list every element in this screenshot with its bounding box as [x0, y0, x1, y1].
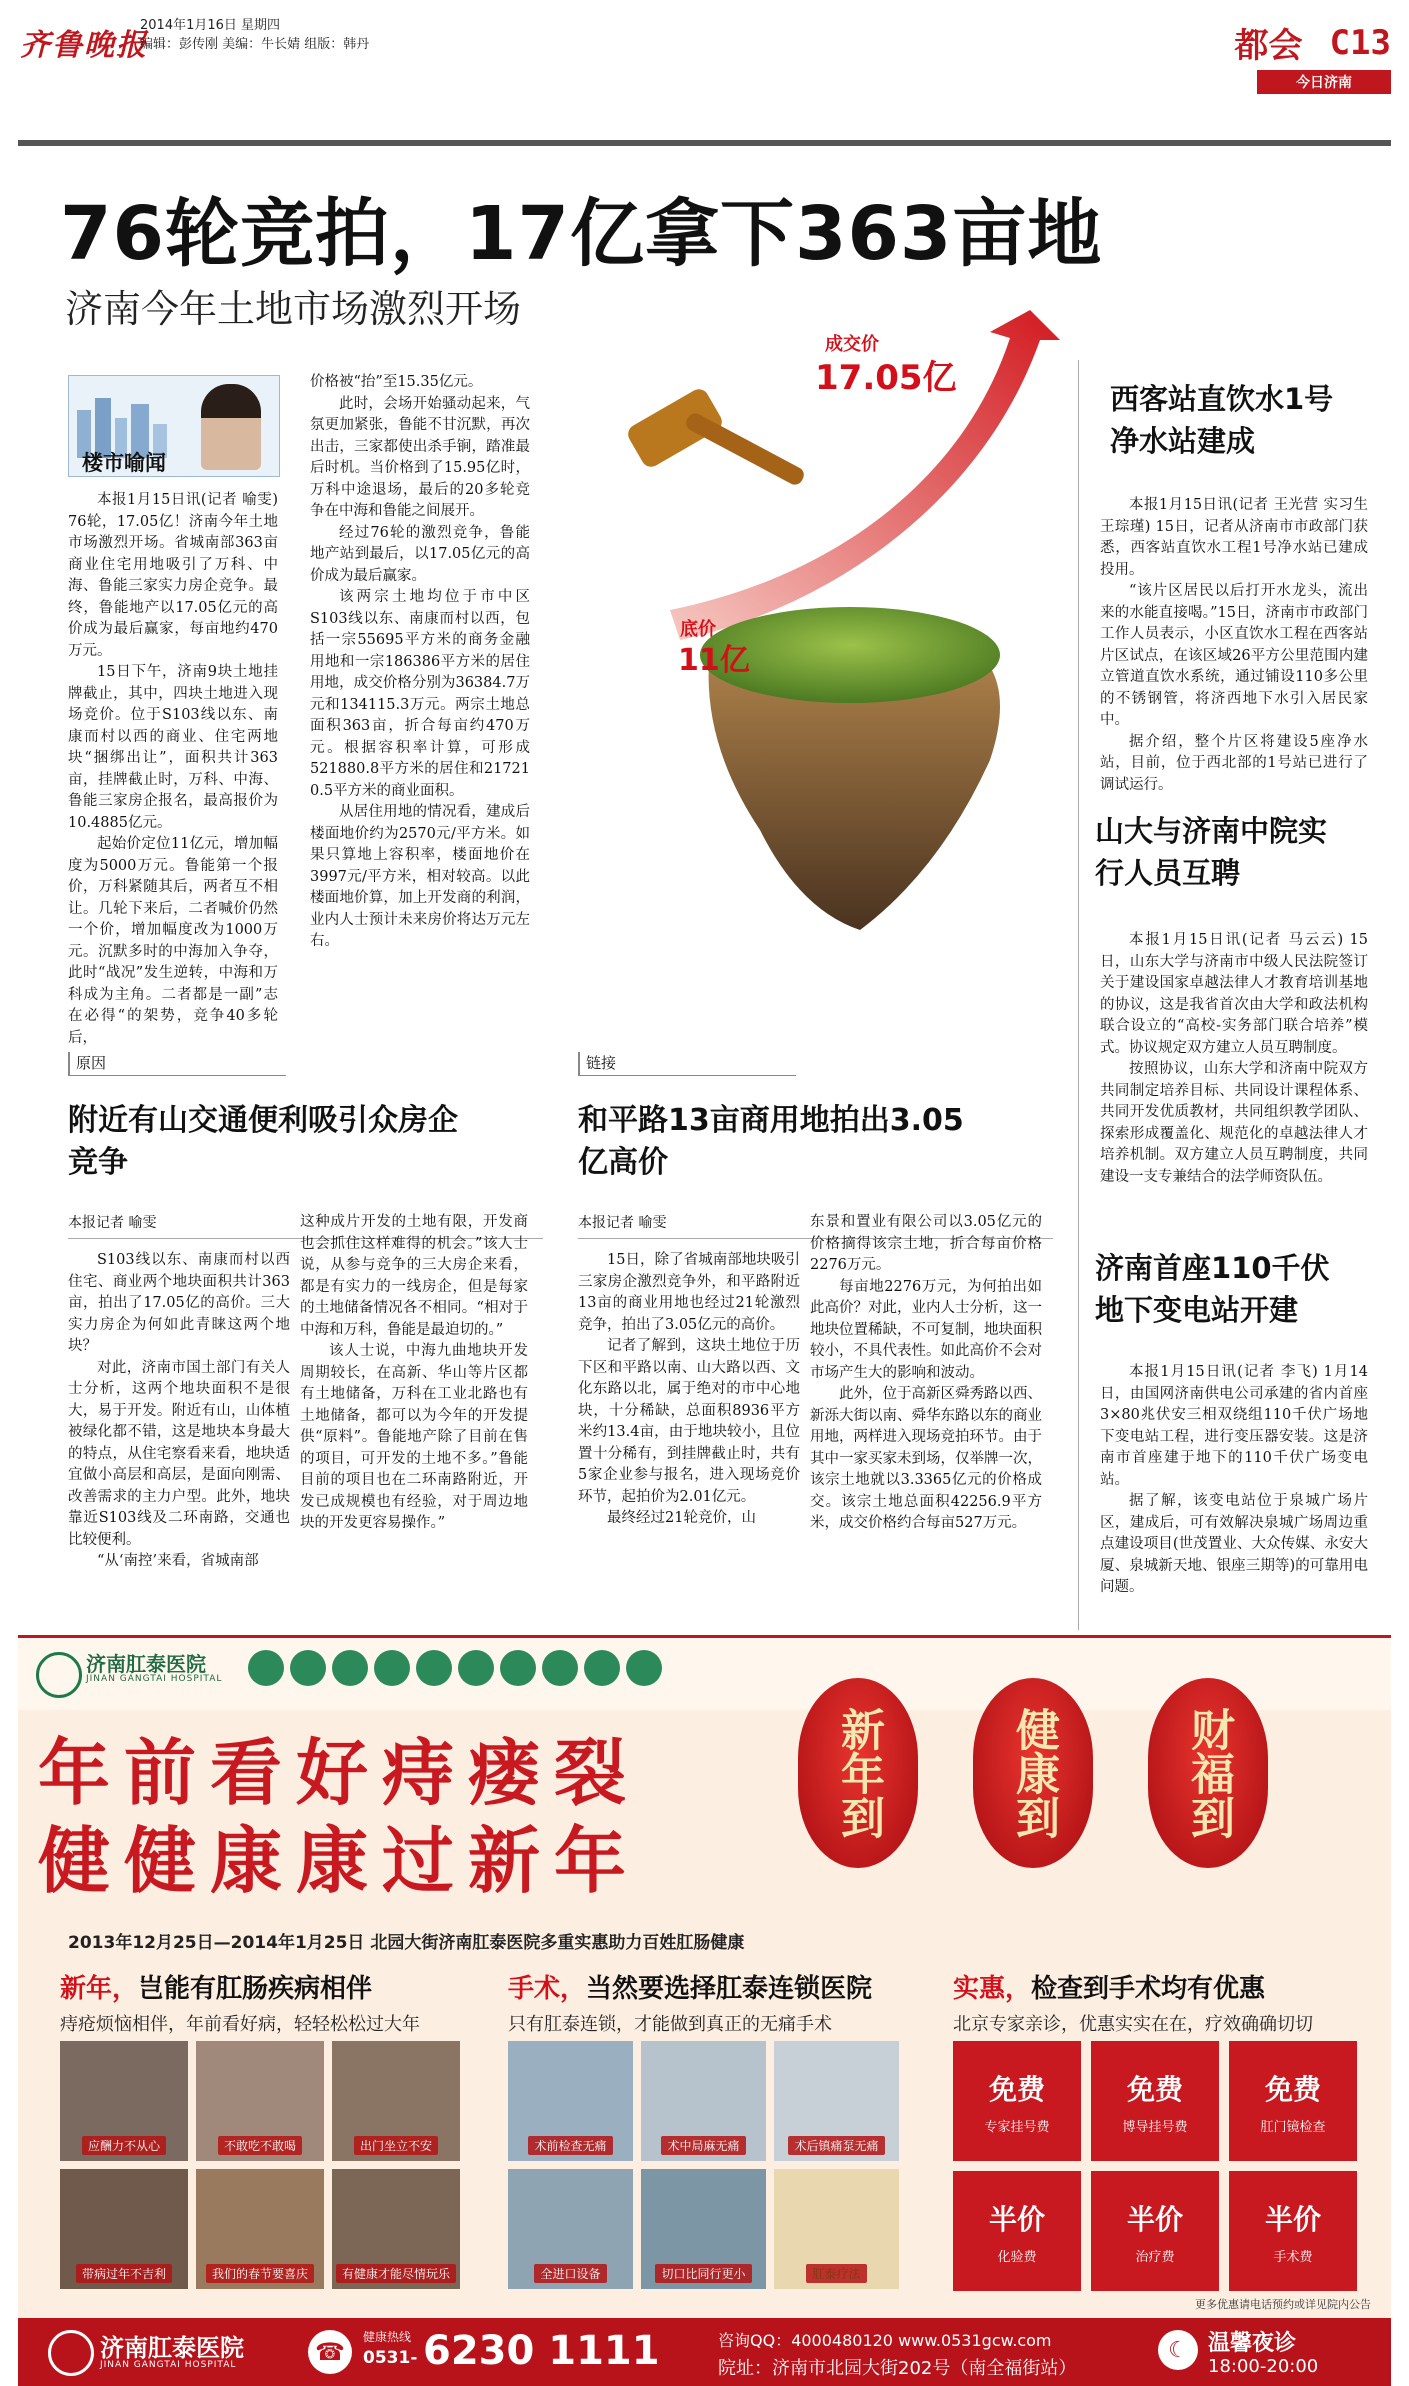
- hotline-number[interactable]: 6230 1111: [423, 2328, 660, 2374]
- hospital-name-en: JINAN GANGTAI HOSPITAL: [86, 1674, 223, 1684]
- newspaper-logo: 齐鲁晚报: [20, 28, 148, 63]
- reason-byline: 本报记者 喻雯: [68, 1215, 157, 1231]
- hospital-name: 济南肛泰医院: [86, 1652, 206, 1676]
- ad-photo: 出门坐立不安: [332, 2041, 460, 2161]
- side-b-title: 山大与济南中院实行人员互聘: [1095, 814, 1328, 890]
- department-icon: [332, 1650, 368, 1686]
- discount-card: 免费 博导挂号费: [1091, 2041, 1219, 2161]
- paragraph: “从‘南控’来看，省城南部: [97, 1553, 259, 1569]
- reason-col-1: [68, 1250, 290, 1573]
- ad-section-1-text: 岂能有肛肠疾病相伴: [138, 1974, 373, 2004]
- ad-section-3-title: [953, 1968, 1265, 2005]
- ad-photo: 全进口设备: [508, 2169, 633, 2289]
- ad-section-1-photos: [60, 2041, 460, 2289]
- paragraph: 这种成片开发的土地有限，开发商也会抓住这样难得的机会。”该人士说，从参与竞争的三大房企来看，都是有实力的一线房企，但是每家的土地储备情况各不相同。“相对于中海和万科，鲁能是最迫切的。”: [300, 1214, 528, 1338]
- ad-section-1-keyword: 新年，: [60, 1974, 139, 2004]
- link-byline: 本报记者 喻雯: [578, 1215, 667, 1231]
- ad-footer: [18, 2318, 1391, 2386]
- paragraph: 本报1月15日讯(记者 王光营 实习生 王琮瑾) 15日，记者从济南市市政部门获悉，西客站直饮水工程1号净水站已建成投用。: [1100, 497, 1368, 578]
- ad-section-2-text: 当然要选择肛泰连锁医院: [586, 1974, 873, 2004]
- paragraph: 此外，位于高新区舜秀路以西、新泺大街以南、舜华东路以东的商业用地，两样进入现场竞拍环节。由于其中一家买家未到场，仅举牌一次，该宗土地就以3.3365亿元的价格成交。该宗土地总面积42256.9平方米，成交价格约合每亩527万元。: [810, 1386, 1042, 1531]
- department-icon: [542, 1650, 578, 1686]
- ad-slogan-1: 年前看好痔瘘裂: [38, 1730, 641, 1815]
- discount-card: 免费 肛门镜检查: [1229, 2041, 1357, 2161]
- hotline-area: 0531-: [363, 2348, 418, 2368]
- discount-card: 免费 专家挂号费: [953, 2041, 1081, 2161]
- paragraph: 价格被“抬”至15.35亿元。: [310, 374, 483, 390]
- paragraph: 对此，济南市国土部门有关人士分析，这两个地块面积不是很大，易于开发。附近有山，山体植被绿化都不错，这是地块本身最大的特点，从住宅察看来看，地块适宜做小高层和高层，是面向刚需、改善需求的主力户型。此外，地块靠近S103线及二环南路，交通也比较便利。: [68, 1359, 290, 1548]
- department-icon: [248, 1650, 284, 1686]
- link-tag: 链接: [578, 1052, 796, 1076]
- link-col-2: [810, 1212, 1042, 1535]
- lantern-1: [798, 1678, 918, 1868]
- side-c-title: 济南首座110千伏地下变电站开建: [1095, 1251, 1330, 1327]
- paragraph: 从居住用地的情况看，建成后楼面地价约为2570元/平方米。如果只算地上容积率，楼面地价在3997元/平方米，相对较高。以此楼面地价算，加上开发商的利润，业内人士预计未来房价将达万元左右。: [310, 804, 530, 949]
- lantern-3: [1148, 1678, 1268, 1868]
- ad-section-3-sub: 北京专家亲诊，优惠实实在在，疗效确确切切: [953, 2014, 1313, 2035]
- paragraph: 15日，除了省城南部地块吸引三家房企激烈竞争外，和平路附近13亩的商业用地也经过21轮激烈竞争，拍出了3.05亿元的高价。: [578, 1252, 800, 1333]
- deal-price-label: 成交价: [825, 334, 879, 355]
- contact-qq-web[interactable]: 咨询QQ：4000480120 www.0531gcw.com: [718, 2331, 1052, 2350]
- hotline-label: 健康热线: [363, 2330, 412, 2344]
- issue-date: 2014年1月16日 星期四: [140, 18, 281, 33]
- moon-icon: ☾: [1158, 2330, 1198, 2370]
- side-a-title: 西客站直饮水1号净水站建成: [1110, 382, 1334, 458]
- department-icon: [500, 1650, 536, 1686]
- department-icons: [248, 1650, 748, 1692]
- paragraph: S103线以东、南康而村以西住宅、商业两个地块面积共计363亩，拍出了17.05亿的高价。三大实力房企为何如此青睐这两个地块？: [68, 1252, 290, 1354]
- masthead-info: [140, 16, 369, 54]
- ad-photo: 术中局麻无痛: [641, 2041, 766, 2161]
- rounds-label: 76轮: [933, 515, 977, 563]
- department-icon: [416, 1650, 452, 1686]
- lead-col-1: [68, 490, 278, 1049]
- footer-hospital-name: 济南肛泰医院: [100, 2333, 244, 2362]
- paragraph: 本报1月15日讯(记者 李飞) 1月14日，由国网济南供电公司承建的省内首座3×80兆伏安三相双绕组110千伏广场地下变电站工程，进行变压器安装。这是济南市首座建于地下的110千伏广场变电站。: [1100, 1364, 1368, 1488]
- paragraph: 东景和置业有限公司以3.05亿元的价格摘得该宗土地，折合每亩价格2276万元。: [810, 1214, 1042, 1273]
- paragraph: 15日下午，济南9块土地挂牌截止，其中，四块土地进入现场竞价。位于S103线以东、南康而村以西的商业、住宅两地块“捆绑出让”，面积共计363亩，挂牌截止时，万科、中海、鲁能三家房企报名，最高报价为10.4885亿元。: [68, 664, 278, 831]
- ad-section-2-title: [508, 1968, 872, 2005]
- side-b-body: [1100, 930, 1368, 1188]
- paragraph: “该片区居民以后打开水龙头，流出来的水能直接喝。”15日，济南市市政部门工作人员表示，小区直饮水工程在西客站片区试点，在该区域26平方公里范围内建立管道直饮水系统，通过铺设110多公里的不锈钢管，将济西地下水引入居民家中。: [1100, 583, 1368, 728]
- ad-photo: 术前检查无痛: [508, 2041, 633, 2161]
- section-header: [1234, 18, 1391, 94]
- column-name: 楼市喻闻: [82, 451, 166, 475]
- ad-section-2-photos: [508, 2041, 908, 2289]
- lantern-text: 财福到: [1183, 1707, 1234, 1839]
- paragraph: 据介绍，整个片区将建设5座净水站，目前，位于西北部的1号站已进行了调试运行。: [1100, 733, 1368, 793]
- columnist-avatar: [201, 384, 261, 470]
- page-number: C13: [1329, 22, 1391, 63]
- reason-title: 附近有山交通便利吸引众房企竞争: [68, 1103, 458, 1180]
- link-col-1: [578, 1250, 800, 1530]
- paragraph: 每亩地2276万元，为何拍出如此高价？对此，业内人士分析，这一地块位置稀缺，不可复制，地块面积较小，不具代表性。如此高价不会对市场产生大的影响和波动。: [810, 1278, 1042, 1381]
- department-icon: [626, 1650, 662, 1686]
- ad-section-1-title: [60, 1968, 372, 2005]
- paragraph: 该两宗土地均位于市中区S103线以东、南康而村以西，包括一宗55695平方米的商务金融用地和一宗186386平方米的居住用地，成交价格分别为36384.7万元和134115.3万元。两宗土地总面积363亩，折合每亩约470万元。根据容积率计算，可形成521880.8平方米的居住和21721 0.5平方米的商业面积。: [310, 589, 530, 799]
- paragraph: 起始价定位11亿元，增加幅度为5000万元。鲁能第一个报价，万科紧随其后，两者互不相让。几轮下来后，二者喊价仍然一个价，增加幅度改为1000万元。沉默多时的中海加入争夺，此时“战况”发生逆转，中海和万科成为主角。二者都是一副”志在必得“的架势，竞争40多轮后，: [68, 836, 278, 1046]
- lantern-text: 新年到: [833, 1707, 884, 1839]
- paragraph: 本报1月15日讯(记者 喻雯) 76轮，17.05亿！济南今年土地市场激烈开场。省城南部363亩商业住宅用地吸引了万科、中海、鲁能三家实力房企竞争。最终，鲁能地产以17.05亿元的高价成为最后赢家，每亩地约470万元。: [68, 492, 278, 659]
- paragraph: 按照协议，山东大学和济南中院双方共同制定培养目标、共同设计课程体系、共同开发优质教材，共同组织教学团队、探索形成覆盖化、规范化的卓越法律人才培养机制。双方建立人员互聘制度，共同建设一支专兼结合的法学师资队伍。: [1100, 1061, 1368, 1185]
- discount-card: 半价 化验费: [953, 2171, 1081, 2291]
- paragraph: 本报1月15日讯(记者 马云云) 15日，山东大学与济南市中级人民法院签订关于建设国家卓越法律人才教育培训基地的协议，这是我省首次由大学和政法机构联合设立的“高校-实务部门联合培养”模式。协议规定双方建立人员互聘制度。: [1100, 932, 1368, 1056]
- promo-date-line: 2013年12月25日—2014年1月25日 北园大街济南肛泰医院多重实惠助力百姓肛肠健康: [68, 1933, 745, 1953]
- department-icon: [458, 1650, 494, 1686]
- ad-photo: 切口比同行更小: [641, 2169, 766, 2289]
- hospital-advertisement: [18, 1635, 1391, 2386]
- base-price-label: 底价: [680, 619, 716, 640]
- ad-photo: 我们的春节要喜庆: [196, 2169, 324, 2289]
- ad-photo: 术后镇痛泵无痛: [774, 2041, 899, 2161]
- link-title: 和平路13亩商用地拍出3.05亿高价: [578, 1103, 964, 1180]
- reason-col-2: [300, 1212, 528, 1535]
- phone-icon: ☎: [308, 2330, 352, 2374]
- sub-section-tag: 今日济南: [1257, 70, 1391, 94]
- ad-section-3-cards: [953, 2041, 1373, 2291]
- header-rule: [18, 140, 1391, 146]
- ad-slogan-2: 健健康康过新年: [38, 1818, 641, 1903]
- night-clinic-label: 温馨夜诊: [1208, 2331, 1297, 2356]
- section-name: 都会: [1234, 26, 1303, 66]
- auction-graphic: [560, 310, 1080, 1020]
- ad-section-2-keyword: 手术，: [508, 1974, 587, 2004]
- ad-section-1-sub: 痔疮烦恼相伴，年前看好病，轻轻松松过大年: [60, 2014, 420, 2035]
- side-c-body: [1100, 1362, 1368, 1599]
- hospital-logo-icon: [36, 1652, 82, 1698]
- price-arrow-illustration: [560, 310, 1080, 1020]
- paragraph: 最终经过21轮竞价，山: [607, 1510, 756, 1526]
- reason-tag: 原因: [68, 1052, 286, 1076]
- column-divider: [1078, 360, 1079, 1630]
- paragraph: 此时，会场开始骚动起来，气氛更加紧张，鲁能不甘沉默，再次出击，三家都使出杀手锏，踏准最后时机。当价格到了15.95亿时，万科中途退场，最后的20多轮竞争在中海和鲁能之间展开。: [310, 395, 530, 519]
- lead-subhead: 济南今年土地市场激烈开场: [65, 287, 522, 331]
- ad-section-3-keyword: 实惠，: [953, 1974, 1032, 2004]
- ad-note: 更多优惠请电话预约或详见院内公告: [1195, 2298, 1371, 2311]
- ad-photo: 应酬力不从心: [60, 2041, 188, 2161]
- footer-hospital-name-en: JINAN GANGTAI HOSPITAL: [100, 2360, 237, 2370]
- lead-col-2: [310, 372, 530, 953]
- paragraph: 该人士说，中海九曲地块开发周期较长，在高新、华山等片区都有土地储备，万科在工业北路也有土地储备，都可以为今年的开发提供“原料”。鲁能地产除了目前在售的项目，可开发的土地不多。”鲁能目前的项目也在二环南路附近，开发已成规模也有经验，对于周边地块的开发更容易操作。”: [300, 1343, 528, 1531]
- base-price-value: 11亿: [678, 643, 750, 678]
- ad-photo: 不敢吃不敢喝: [196, 2041, 324, 2161]
- department-icon: [584, 1650, 620, 1686]
- hospital-address: 院址：济南市北园大街202号（南全福街站）: [718, 2358, 1077, 2379]
- lantern-2: [973, 1678, 1093, 1868]
- ad-photo: 肛泰疗法: [774, 2169, 899, 2289]
- lantern-text: 健康到: [1008, 1707, 1059, 1839]
- paragraph: 经过76轮的激烈竞争，鲁能地产站到最后，以17.05亿元的高价成为最后赢家。: [310, 524, 530, 584]
- side-a-body: [1100, 495, 1368, 796]
- ad-photo: 有健康才能尽情玩乐: [332, 2169, 460, 2289]
- discount-card: 半价 治疗费: [1091, 2171, 1219, 2291]
- hospital-seal-icon: [48, 2330, 94, 2376]
- lead-headline: 76轮竞拍，17亿拿下363亩地: [60, 191, 1103, 277]
- department-icon: [290, 1650, 326, 1686]
- paragraph: 据了解，该变电站位于泉城广场片区，建成后，可有效解决泉城广场周边重点建设项目(世茂置业、大众传媒、永安大厦、泉城新天地、银座三期等)的可靠用电问题。: [1100, 1493, 1368, 1595]
- deal-price-value: 17.05亿: [815, 358, 957, 398]
- editorial-staff: 编辑：彭传刚 美编：牛长婧 组版：韩丹: [140, 37, 370, 52]
- department-icon: [374, 1650, 410, 1686]
- ad-photo: 带病过年不吉利: [60, 2169, 188, 2289]
- paragraph: 记者了解到，这块土地位于历下区和平路以南、山大路以西、文化东路以北，属于绝对的市中心地块，十分稀缺，总面积8936平方米约13.4亩，由于地块较小，且位置十分稀有，到挂牌截止时，共有5家企业参与报名，进入现场竞价环节，起拍价为2.01亿元。: [578, 1338, 800, 1505]
- night-clinic-time: 18:00-20:00: [1208, 2356, 1319, 2377]
- ad-section-2-sub: 只有肛泰连锁，才能做到真正的无痛手术: [508, 2014, 832, 2035]
- ad-section-3-text: 检查到手术均有优惠: [1031, 1974, 1266, 2004]
- discount-card: 半价 手术费: [1229, 2171, 1357, 2291]
